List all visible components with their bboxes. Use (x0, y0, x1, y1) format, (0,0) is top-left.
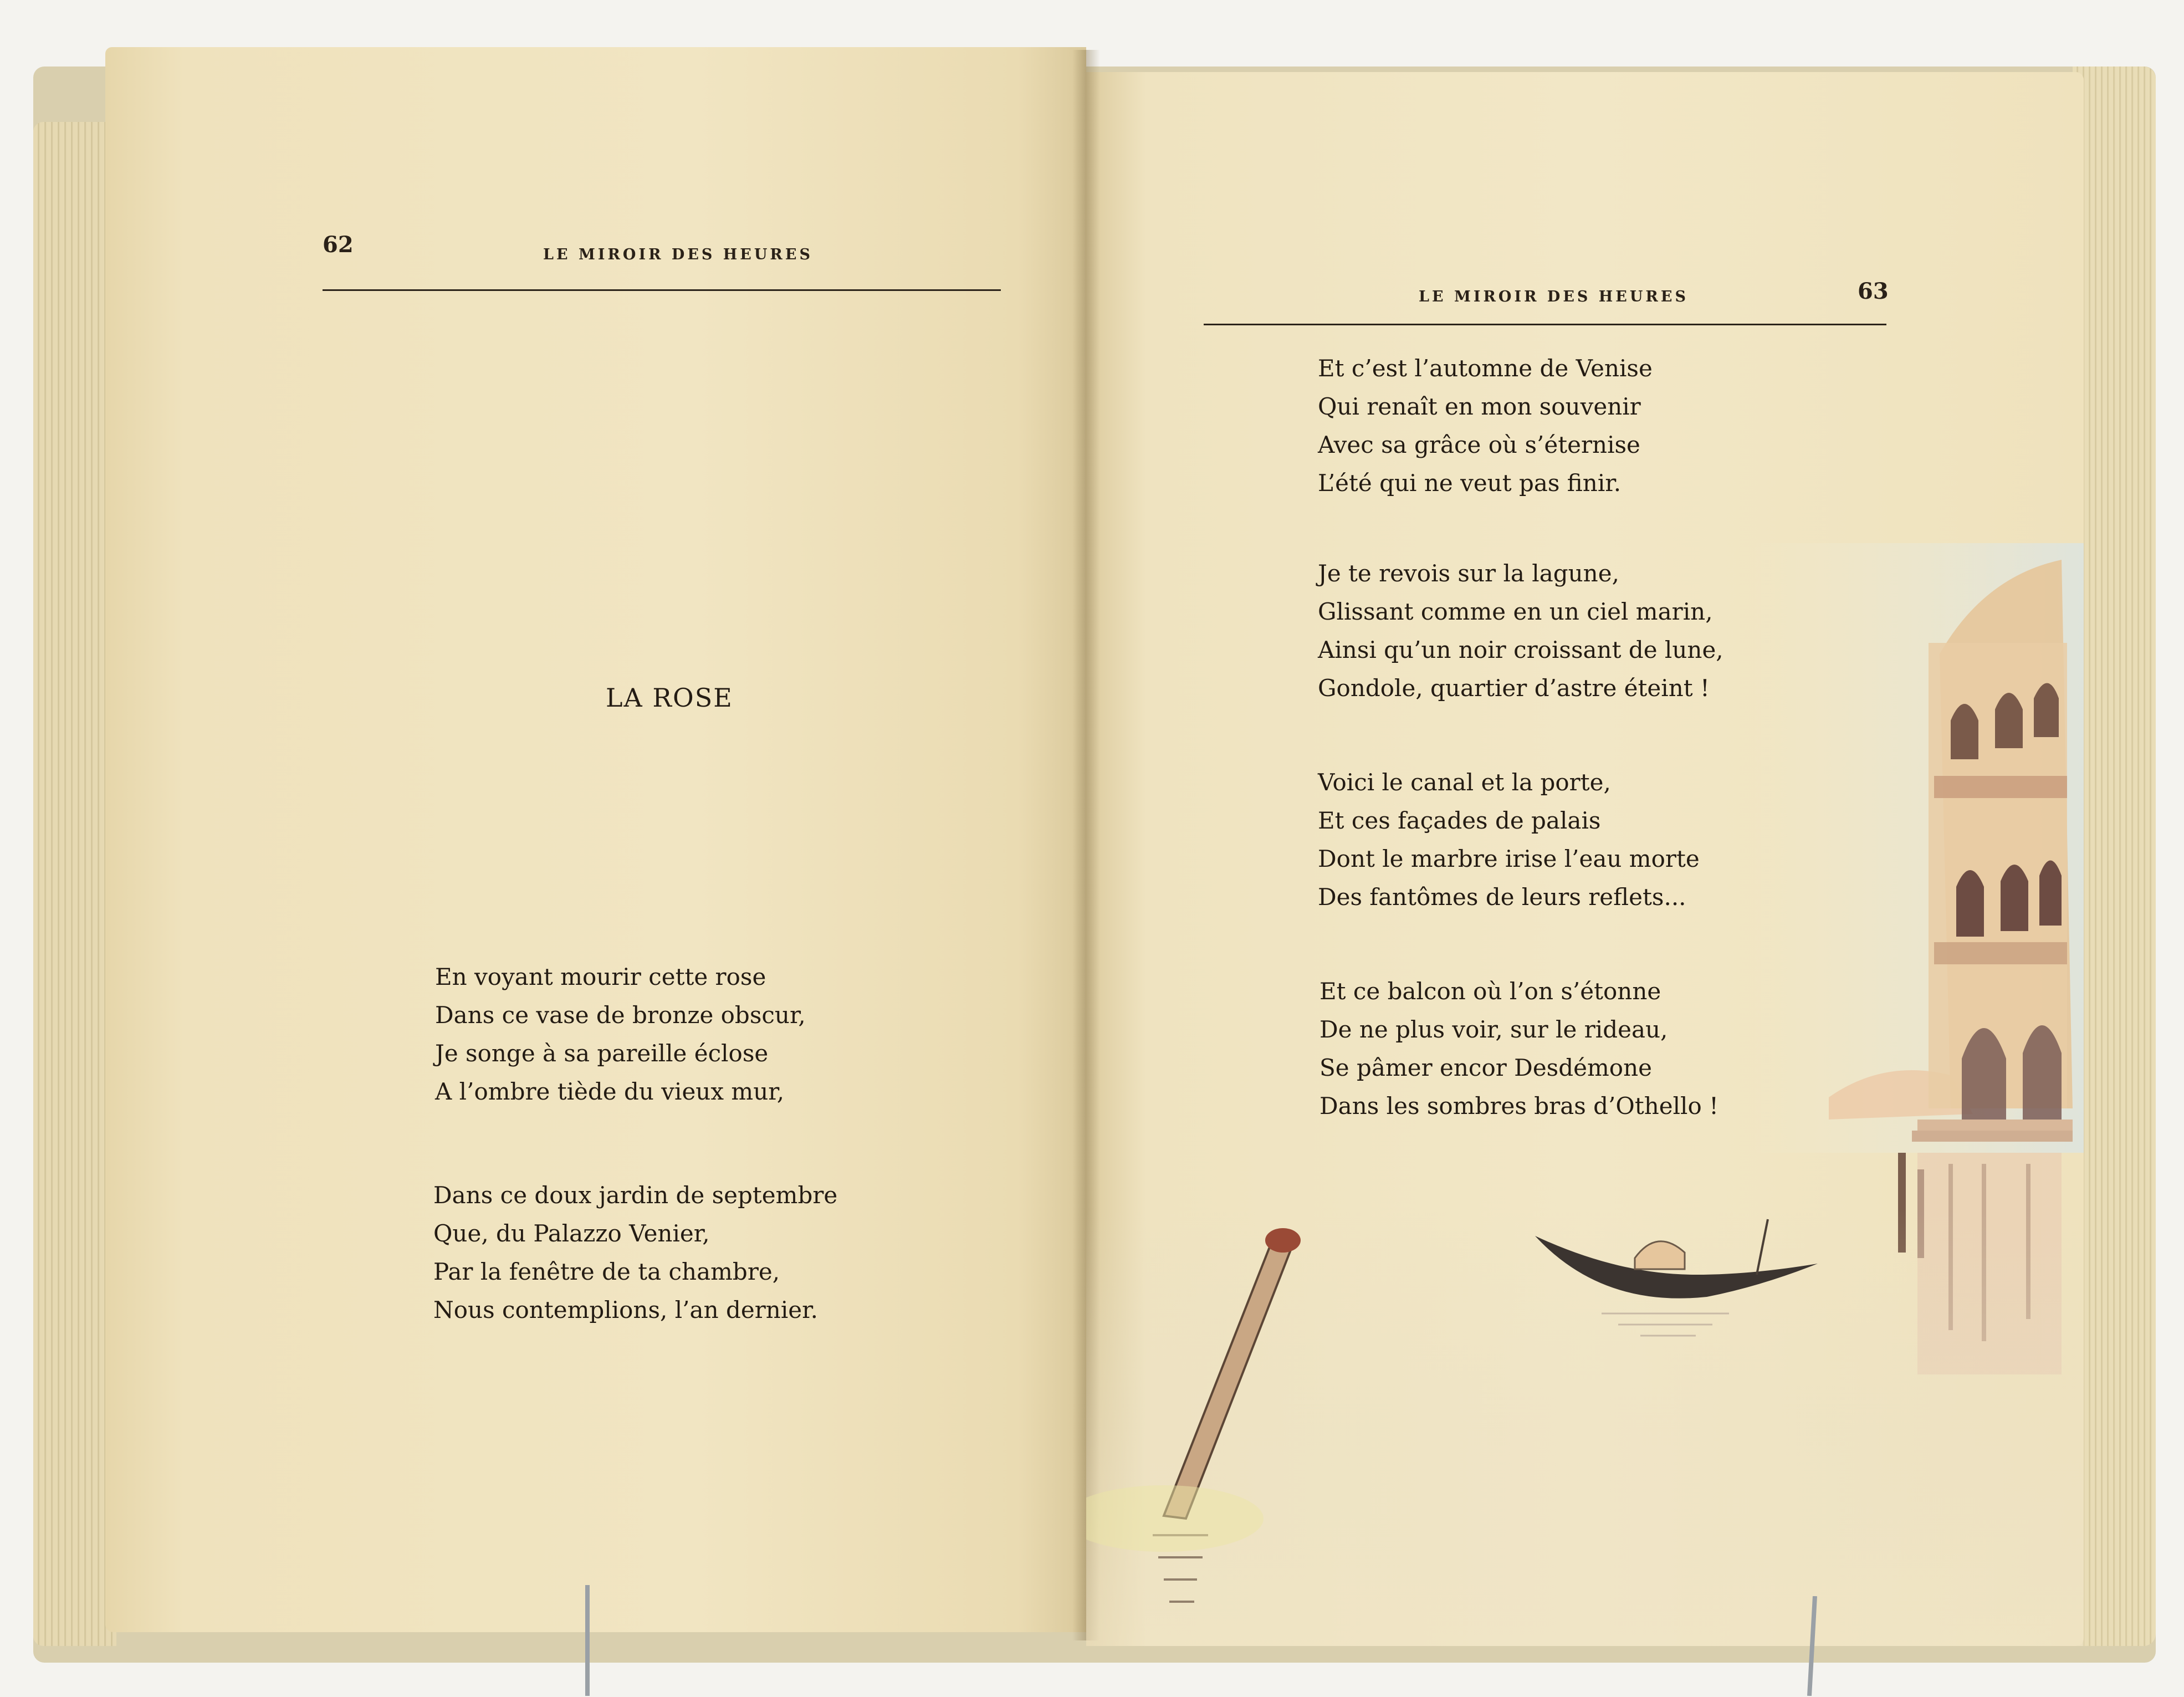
verse-line: Gondole, quartier d’astre éteint ! (1318, 674, 1710, 702)
verse-line: Se pâmer encor Desdémone (1319, 1054, 1652, 1081)
verse-line: Glissant comme en un ciel marin, (1318, 598, 1713, 625)
verse-line: Avec sa grâce où s’éternise (1318, 431, 1640, 458)
left-page-edges (33, 122, 116, 1646)
left-page-number: 62 (323, 232, 354, 258)
verse-line: Ainsi qu’un noir croissant de lune, (1318, 636, 1723, 663)
verse-line: L’été qui ne veut pas finir. (1318, 469, 1622, 497)
left-page (105, 47, 1086, 1632)
verse-line: Dans ce vase de bronze obscur, (435, 1001, 806, 1029)
left-stanza-1 (435, 958, 806, 1111)
poem-title: LA ROSE (606, 683, 733, 713)
verse-line: A l’ombre tiède du vieux mur, (435, 1078, 785, 1105)
right-running-head: LE MIROIR DES HEURES (1419, 288, 1689, 305)
verse-line: De ne plus voir, sur le rideau, (1319, 1016, 1668, 1043)
right-stanza-2 (1318, 554, 1723, 707)
left-stanza-2 (433, 1176, 837, 1329)
verse-line: Et ces façades de palais (1318, 807, 1601, 834)
verse-line: En voyant mourir cette rose (435, 963, 766, 990)
right-page-edges (2073, 67, 2156, 1646)
book-stand-wire-left (576, 1585, 599, 1696)
right-header-rule (1204, 324, 1886, 325)
verse-line: Voici le canal et la porte, (1318, 769, 1611, 796)
verse-line: Des fantômes de leurs reflets... (1318, 883, 1686, 911)
verse-line: Et ce balcon où l’on s’étonne (1319, 978, 1661, 1005)
verse-line: Qui renaît en mon souvenir (1318, 393, 1641, 420)
verse-line: Par la fenêtre de ta chambre, (433, 1258, 780, 1285)
palazzo-icon (1912, 560, 2073, 1142)
verse-line: Que, du Palazzo Venier, (433, 1220, 710, 1247)
right-stanza-4 (1319, 972, 1718, 1125)
right-stanza-3 (1318, 763, 1700, 916)
verse-line: Je te revois sur la lagune, (1318, 560, 1619, 587)
verse-line: Dont le marbre irise l’eau morte (1318, 845, 1700, 872)
verse-line: Je songe à sa pareille éclose (435, 1040, 769, 1067)
verse-line: Dans ce doux jardin de septembre (433, 1182, 838, 1209)
left-header-rule (323, 289, 1001, 291)
verse-line: Dans les sombres bras d’Othello ! (1319, 1092, 1718, 1120)
verse-line: Et c’est l’automne de Venise (1318, 355, 1653, 382)
right-page-number: 63 (1858, 278, 1889, 304)
verse-line: Nous contemplions, l’an dernier. (433, 1296, 818, 1323)
book-stand-wire-right (1804, 1596, 1826, 1696)
right-stanza-1 (1318, 349, 1653, 502)
left-running-head: LE MIROIR DES HEURES (543, 246, 813, 263)
